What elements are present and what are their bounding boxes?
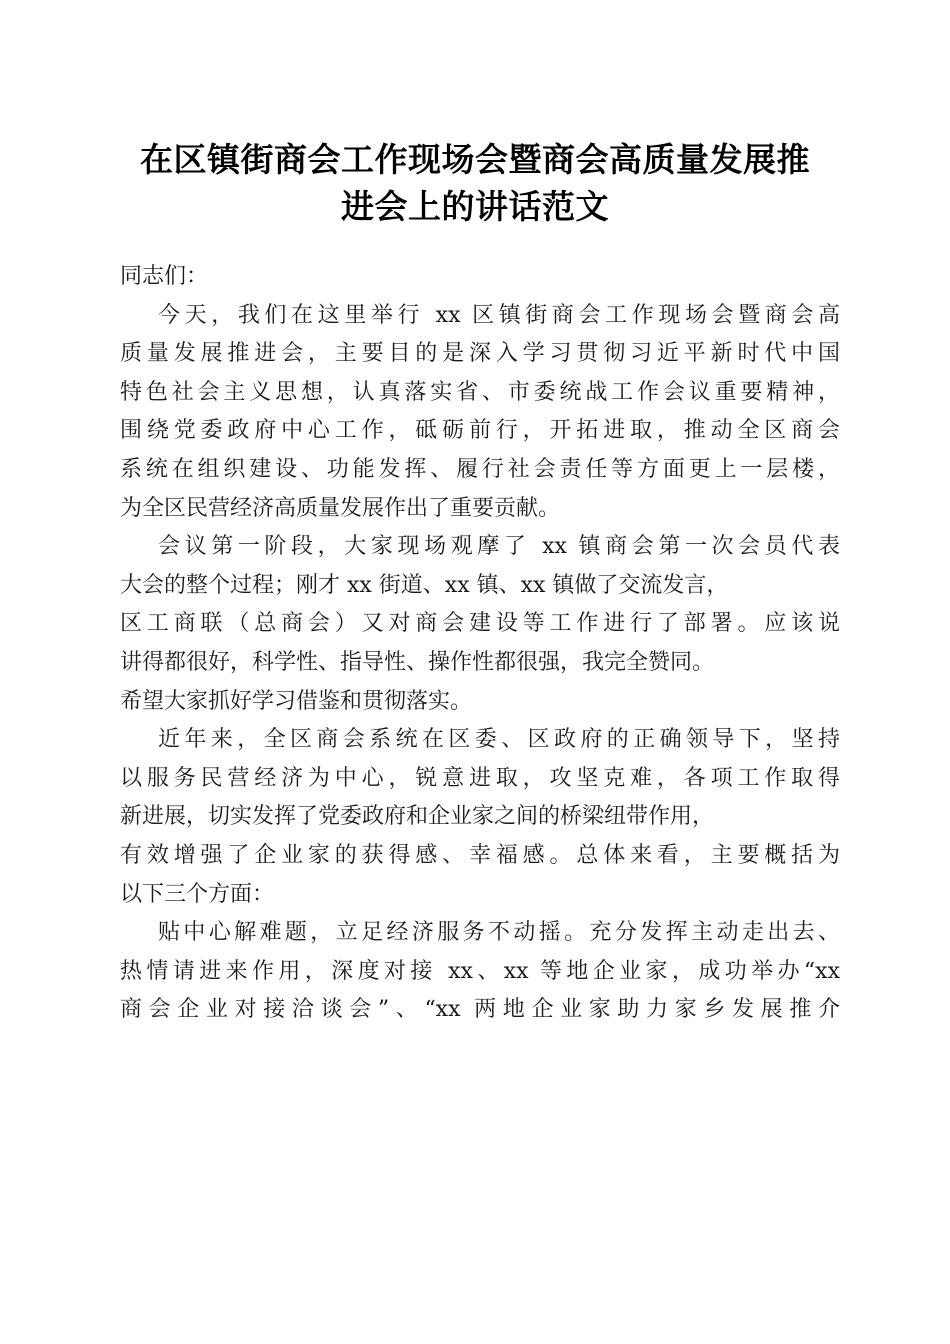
- paragraph-2-line-5: 希望大家抓好学习借鉴和贯彻落实。: [120, 688, 473, 714]
- title-line-1: 在区镇街商会工作现场会暨商会高质量发展推: [140, 140, 810, 179]
- paragraph-2-line-1: 会议第一阶段，大家现场观摩了 xx 镇商会第一次会员代表: [158, 534, 840, 560]
- paragraph-2-line-4: 讲得都很好，科学性、指导性、操作性都很强，我完全赞同。: [120, 649, 715, 675]
- document-body: [120, 258, 840, 1030]
- paragraph-4-line-1: 贴中心解难题，立足经济服务不动摇。充分发挥主动走出去、: [158, 920, 840, 946]
- paragraph-3-line-2: 以服务民营经济为中心，锐意进取，攻坚克难，各项工作取得: [120, 765, 840, 791]
- title-line-2: 进会上的讲话范文: [341, 187, 609, 226]
- paragraph-2-line-2: 大会的整个过程；刚才 xx 街道、xx 镇、xx 镇做了交流发言，: [120, 572, 729, 598]
- paragraph-1-line-5: 系统在组织建设、功能发挥、履行社会责任等方面更上一层楼，: [120, 456, 840, 482]
- paragraph-1-line-1: 今天，我们在这里举行 xx 区镇街商会工作现场会暨商会高: [158, 302, 840, 328]
- greeting: 同志们：: [120, 264, 209, 289]
- paragraph-3-line-4: 有效增强了企业家的获得感、幸福感。总体来看，主要概括为: [120, 842, 840, 868]
- paragraph-1-line-4: 围绕党委政府中心工作，砥砺前行，开拓进取，推动全区商会: [120, 418, 840, 444]
- paragraph-4-line-3: 商会企业对接洽谈会”、“xx 两地企业家助力家乡发展推介: [120, 997, 840, 1023]
- paragraph-3-line-5: 以下三个方面：: [120, 881, 275, 907]
- document-title: [100, 136, 850, 230]
- paragraph-1-line-6: 为全区民营经济高质量发展作出了重要贡献。: [120, 495, 561, 521]
- paragraph-2-line-3: 区工商联（总商会）又对商会建设等工作进行了部署。应该说: [120, 611, 840, 637]
- paragraph-1-line-2: 质量发展推进会，主要目的是深入学习贯彻习近平新时代中国: [120, 341, 840, 367]
- paragraph-1-line-3: 特色社会主义思想，认真落实省、市委统战工作会议重要精神，: [120, 379, 840, 405]
- paragraph-3-line-1: 近年来，全区商会系统在区委、区政府的正确领导下，坚持: [158, 727, 840, 753]
- paragraph-4-line-2: 热情请进来作用，深度对接 xx、xx 等地企业家，成功举办“xx: [120, 958, 840, 984]
- paragraph-3-line-3: 新进展，切实发挥了党委政府和企业家之间的桥梁纽带作用，: [120, 804, 715, 830]
